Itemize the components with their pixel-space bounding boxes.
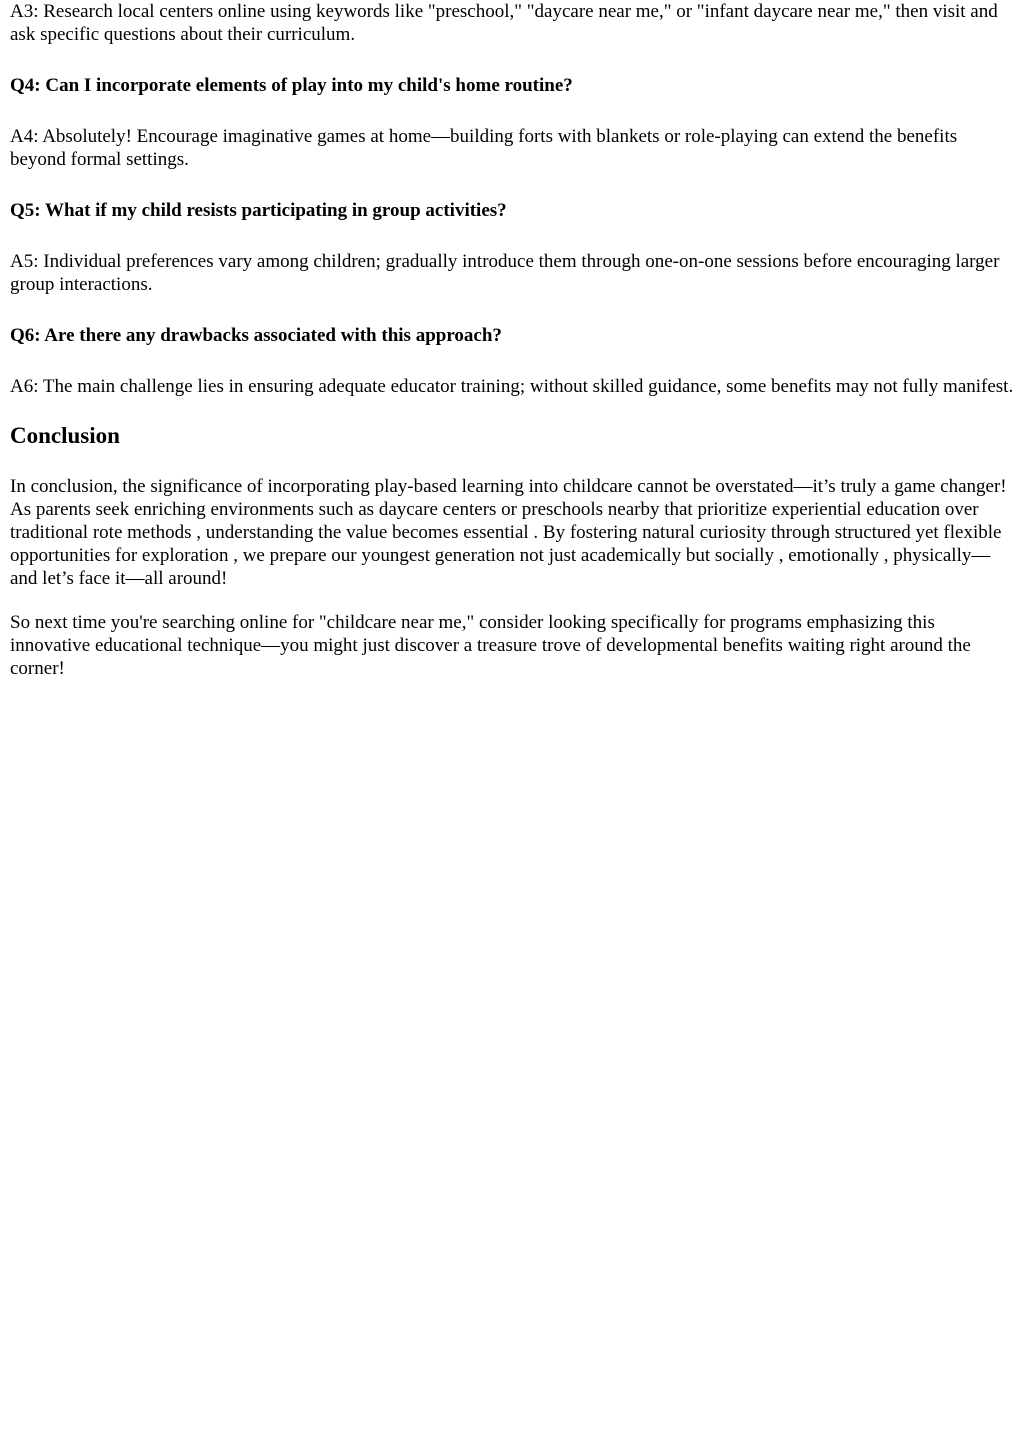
article-body: [0, 0, 1024, 680]
faq-question-6: Q6: Are there any drawbacks associated with this approach?: [10, 325, 502, 346]
faq-question-5: Q5: What if my child resists participating in group activities?: [10, 200, 507, 221]
faq-answer-6: A6: The main challenge lies in ensuring adequate educator training; without skilled guidance, some benefits may not fully manifest.: [10, 376, 1014, 397]
conclusion-paragraph-1: In conclusion, the significance of incorporating play-based learning into childcare cannot be overstated—it’s truly a game changer! As parents seek enriching environments such as daycare centers or preschools nearby that prioritize experiential education over traditional rote methods , understanding the value becomes essential . By fostering natural curiosity through structured yet flexible opportunities for exploration , we prepare our youngest generation not just academically but socially , emotionally , physically—and let’s face it—all around!: [10, 476, 1007, 589]
faq-question-4: Q4: Can I incorporate elements of play into my child's home routine?: [10, 75, 573, 96]
faq-answer-3: A3: Research local centers online using keywords like "preschool," "daycare near me," or "infant daycare near me," then visit and ask specific questions about their curriculum.: [10, 1, 998, 45]
faq-answer-5: A5: Individual preferences vary among children; gradually introduce them through one-on-one sessions before encouraging larger group interactions.: [10, 251, 1000, 295]
conclusion-heading: Conclusion: [10, 423, 120, 448]
faq-answer-4: A4: Absolutely! Encourage imaginative games at home—building forts with blankets or role-playing can extend the benefits beyond formal settings.: [10, 126, 958, 170]
conclusion-paragraph-2: So next time you're searching online for "childcare near me," consider looking specifically for programs emphasizing this innovative educational technique—you might just discover a treasure trove of developmental benefits waiting right around the corner!: [10, 612, 971, 679]
